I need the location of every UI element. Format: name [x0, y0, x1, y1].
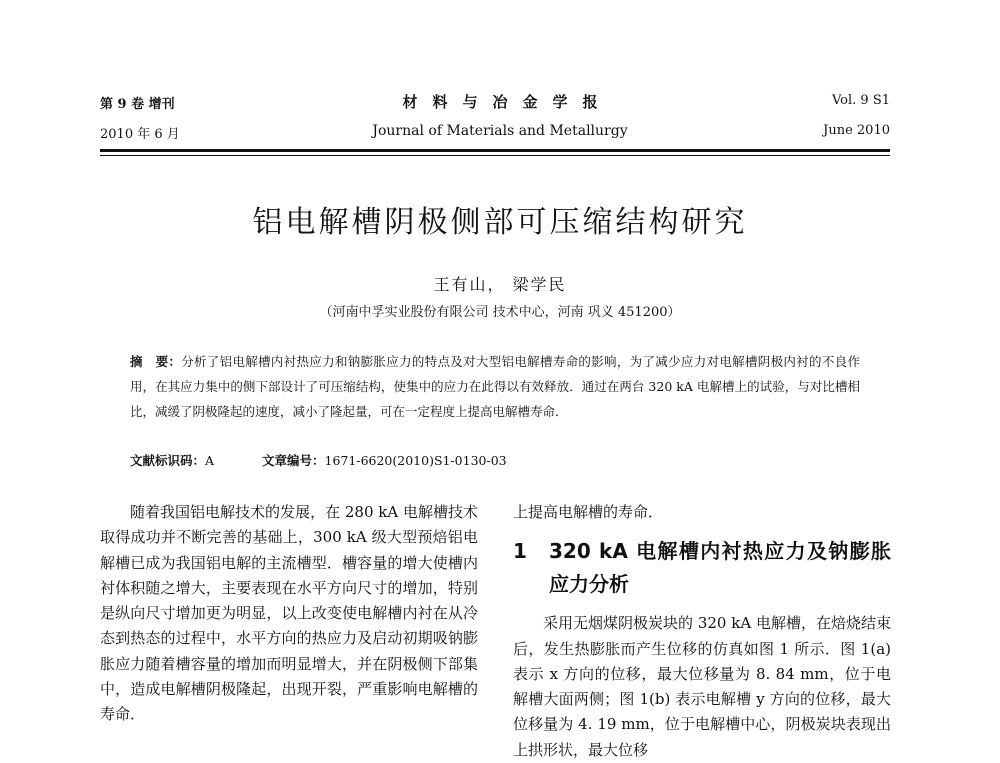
- intro-paragraph: 随着我国铝电解技术的发展，在 280 kA 电解槽技术取得成功并不断完善的基础上，300 kA 级大型预焙铝电解槽已成为我国铝电解的主流槽型．槽容量的增大使槽内衬体积随之增大，主要表现在水平方向尺寸的增加，特别是纵向尺寸增加更为明显，以上改变使电解槽内衬在从冷态到热态的过程中，水平方向的热应力及启动初期吸钠膨胀应力随着槽容量的增加而明显增大，并在阴极侧下部集中，造成电解槽阴极隆起，出现开裂，严重影响电解槽的寿命．: [100, 503, 478, 724]
- doc-code-label: 文献标识码：: [130, 453, 206, 468]
- abstract-text: 分析了铝电解槽内衬热应力和钠膨胀应力的特点及对大型铝电解槽寿命的影响，为了减少应力对电解槽阴极内衬的不良作用，在其应力集中的侧下部设计了可压缩结构，使集中的应力在此得以有效释放．通过在两台 320 kA 电解槽上的试验，与对比槽相比，减缓了阴极隆起的速度，减小了隆起量，可在一定程度上提高电解槽寿命．: [130, 354, 860, 419]
- journal-volume: 第 9 卷 增刊: [100, 97, 175, 112]
- paper-authors: 王有山， 梁学民: [433, 275, 567, 294]
- journal-name-cn: 材 料 与 冶 金 学 报: [402, 93, 598, 111]
- header-rule-thick: [100, 149, 890, 152]
- intro-paragraph-end: 上提高电解槽的寿命．: [513, 503, 664, 521]
- abstract: [130, 349, 860, 424]
- journal-date: 2010 年 6 月: [100, 127, 180, 142]
- journal-name-en: Journal of Materials and Metallurgy: [372, 123, 628, 139]
- section-heading: [513, 535, 891, 601]
- doc-code: A: [205, 453, 215, 468]
- journal-vol-en: Vol. 9 S1: [831, 93, 890, 108]
- journal-date-en: June 2010: [823, 123, 890, 138]
- abstract-label: 摘 要：: [130, 354, 182, 369]
- paper-affiliation: （河南中孚实业股份有限公司 技术中心，河南 巩义 451200）: [319, 305, 681, 320]
- paper-title: 铝电解槽阴极侧部可压缩结构研究: [252, 205, 748, 240]
- body-column-left: [100, 500, 478, 728]
- section-number: 1: [513, 539, 527, 564]
- body-column-right: [513, 500, 891, 763]
- section-title: 320 kA 电解槽内衬热应力及钠膨胀应力分析: [549, 539, 891, 597]
- header-rule-thin: [100, 155, 890, 156]
- article-no: 1671-6620(2010)S1-0130-03: [324, 453, 507, 468]
- document-codes: [130, 451, 507, 469]
- section-paragraph: 采用无烟煤阴极炭块的 320 kA 电解槽，在焙烧结束后，发生热膨胀而产生位移的仿真如图 1 所示．图 1(a) 表示 x 方向的位移，最大位移量为 8. 84 mm，位于电解槽大面两侧；图 1(b) 表示电解槽 y 方向的位移，最大位移量为 4. 19 mm，位于电解槽中心，阴极炭块表现出上拱形状，最大位移: [513, 614, 891, 759]
- article-no-label: 文章编号：: [262, 453, 325, 468]
